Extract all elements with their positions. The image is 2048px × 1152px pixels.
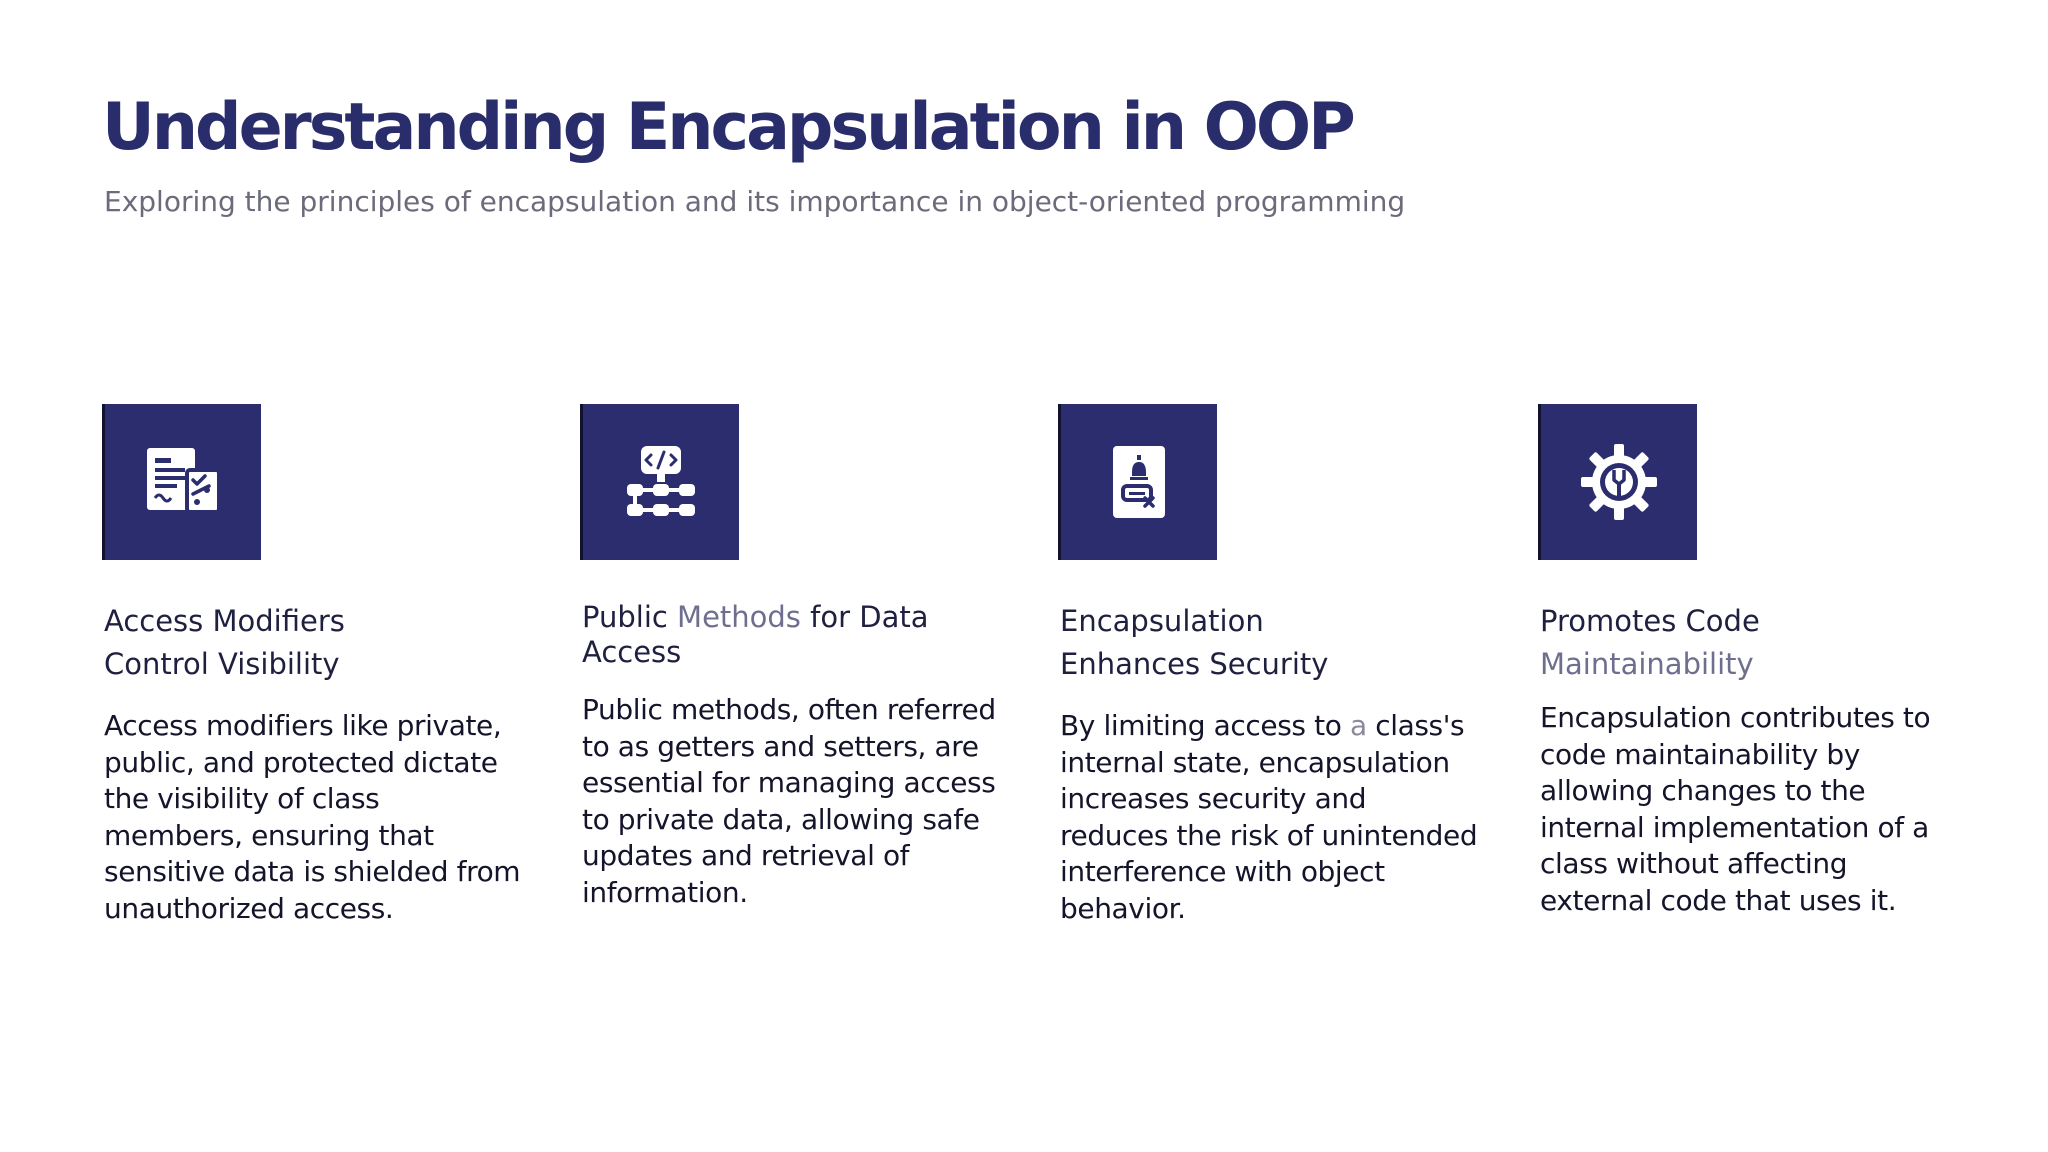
card-description-part: By limiting access to [1060, 709, 1350, 742]
card-heading-part: Promotes Code [1540, 604, 1760, 638]
card-description-part: a [1349, 709, 1367, 742]
code-flowchart-icon [621, 442, 701, 522]
card-heading-line: Encapsulation [1060, 604, 1264, 638]
slide-title: Understanding Encapsulation in OOP [102, 90, 1353, 165]
feature-cards [102, 404, 1992, 944]
feature-card-public-methods [580, 404, 1000, 911]
card-description: Access modifiers like private, public, and protected dictate the visibility of class members, ensuring that sensitive data is shielded from unauthorized access. [104, 709, 521, 925]
card-heading [104, 600, 522, 686]
feature-card-security [1058, 404, 1478, 927]
icon-tile [1538, 404, 1697, 560]
card-description: Public methods, often referred to as getters and setters, are essential for managing access to private data, allowing safe updates and retrieval of information. [582, 693, 996, 909]
card-heading-line: Access Modifiers [104, 604, 345, 638]
card-heading [1540, 600, 1958, 686]
feature-card-access-modifiers [102, 404, 522, 927]
icon-tile [1058, 404, 1217, 560]
card-description [1060, 708, 1478, 927]
card-heading-part: for Data Access [582, 600, 929, 669]
card-heading-part: Maintainability [1540, 647, 1754, 681]
card-heading-line: Control Visibility [104, 647, 340, 681]
document-checklist-icon [143, 442, 223, 522]
secure-document-icon [1099, 442, 1179, 522]
card-description: Encapsulation contributes to code maintainability by allowing changes to the internal implementation of a class without affecting external code that uses it. [1540, 701, 1931, 917]
slide-subtitle: Exploring the principles of encapsulation and its importance in object-oriented programming [104, 185, 1406, 218]
icon-tile [580, 404, 739, 560]
card-heading-line: Enhances Security [1060, 647, 1329, 681]
card-heading-part: Public [582, 600, 678, 634]
gear-wrench-icon [1579, 442, 1659, 522]
feature-card-maintainability [1538, 404, 1958, 919]
slide-header [102, 86, 1942, 220]
card-description-part: class's internal state, encapsulation increases security and reduces the risk of unintended interference with object behavior. [1060, 709, 1478, 925]
card-heading [1060, 600, 1478, 686]
card-heading [582, 600, 1000, 670]
card-heading-part: Methods [677, 600, 801, 634]
icon-tile [102, 404, 261, 560]
